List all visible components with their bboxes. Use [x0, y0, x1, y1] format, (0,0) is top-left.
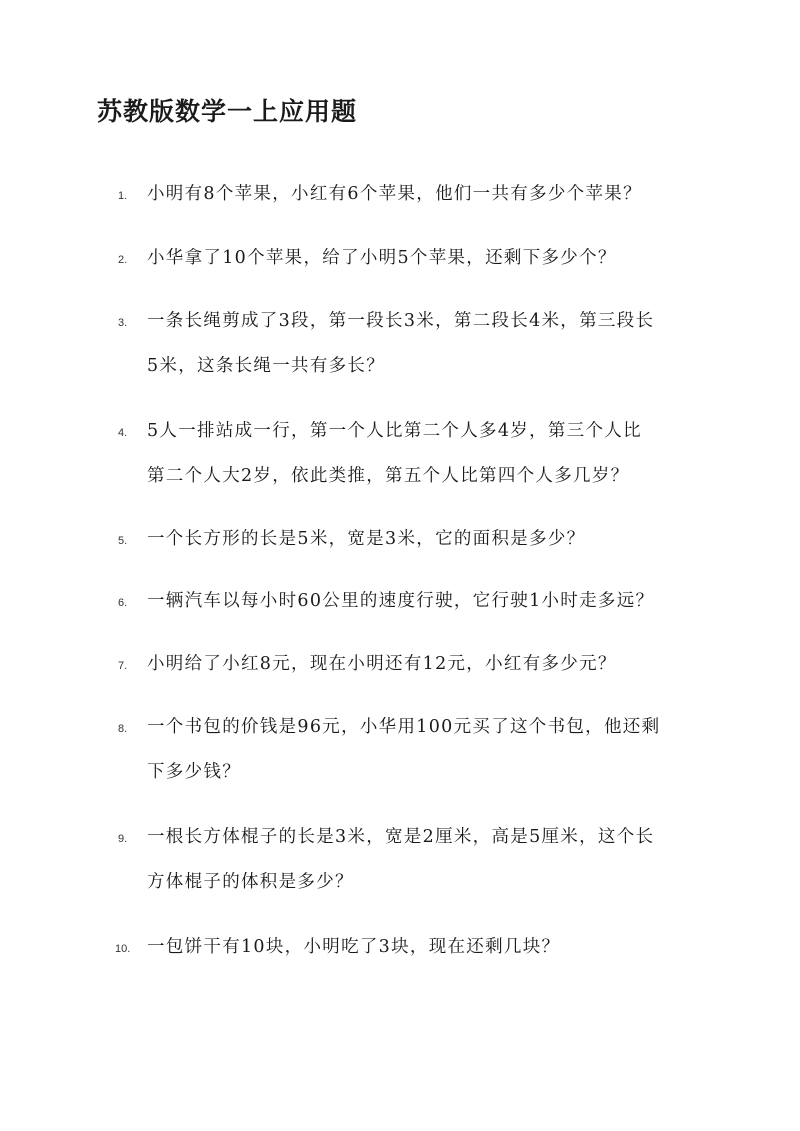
question-text	[147, 592, 707, 624]
question-text	[147, 655, 707, 687]
question-text	[147, 530, 707, 562]
question-number: 7.	[118, 660, 128, 672]
question-text	[147, 249, 707, 281]
question-number: 4.	[118, 427, 128, 439]
question-line: 5米，这条长绳一共有多长？	[147, 356, 386, 376]
question-number: 3.	[118, 317, 128, 329]
question-line: 一条长绳剪成了3段，第一段长3米，第二段长4米，第三段长	[147, 311, 655, 331]
question-number: 8.	[118, 723, 128, 735]
question-text	[147, 312, 707, 389]
question-text	[147, 422, 707, 499]
question-line: 方体棍子的体积是多少？	[147, 872, 354, 892]
question-number: 9.	[118, 833, 128, 845]
question-number: 2.	[118, 254, 128, 266]
question-line: 小明给了小红8元，现在小明还有12元，小红有多少元？	[147, 654, 617, 674]
question-line: 小明有8个苹果，小红有6个苹果，他们一共有多少个苹果？	[147, 184, 642, 204]
question-number: 5.	[118, 535, 128, 547]
question-line: 小华拿了10个苹果，给了小明5个苹果，还剩下多少个？	[147, 248, 617, 268]
question-number: 1.	[118, 190, 128, 202]
question-line: 下多少钱？	[147, 762, 241, 782]
question-text	[147, 938, 707, 970]
question-text	[147, 828, 707, 905]
question-text	[147, 185, 707, 217]
question-number: 10.	[115, 943, 131, 955]
document-title: 苏教版数学一上应用题	[97, 97, 358, 126]
question-line: 一个长方形的长是5米，宽是3米，它的面积是多少？	[147, 529, 586, 549]
question-line: 一辆汽车以每小时60公里的速度行驶，它行驶1小时走多远？	[147, 591, 655, 611]
question-line: 第二个人大2岁，依此类推，第五个人比第四个人多几岁？	[147, 466, 630, 486]
question-line: 一包饼干有10块，小明吃了3块，现在还剩几块？	[147, 937, 561, 957]
question-line: 一个书包的价钱是96元，小华用100元买了这个书包，他还剩	[147, 717, 661, 737]
question-text	[147, 718, 707, 795]
question-line: 5人一排站成一行，第一个人比第二个人多4岁，第三个人比	[147, 421, 642, 441]
question-number: 6.	[118, 597, 128, 609]
question-line: 一根长方体棍子的长是3米，宽是2厘米，高是5厘米，这个长	[147, 827, 655, 847]
